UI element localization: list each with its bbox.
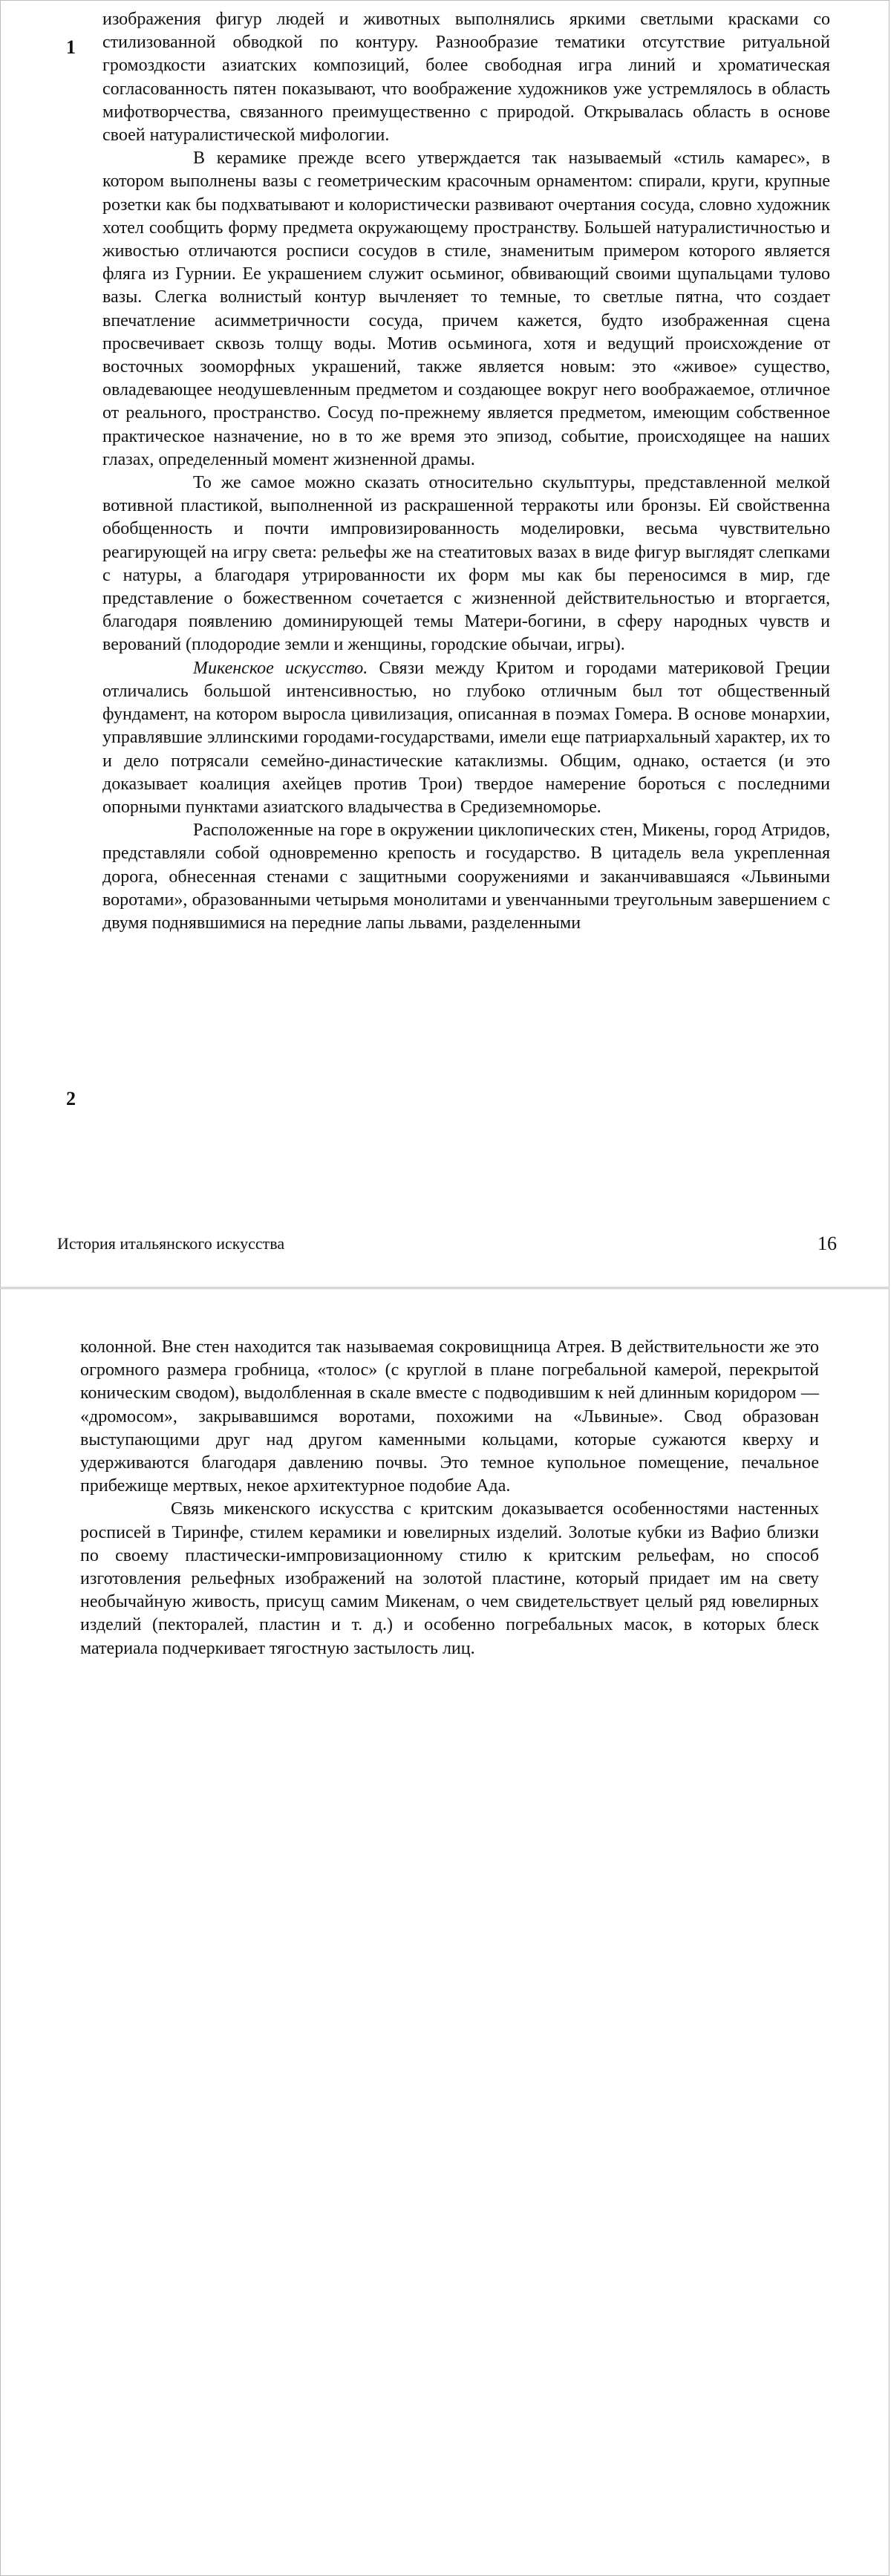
margin-marker-2: 2: [66, 1088, 76, 1109]
margin-marker-1: 1: [66, 36, 76, 58]
paragraph-text: Связи между Критом и городами материковой Греции отличались большой интенсивностью, но глубоко отличным был тот общественный фундамент, на котором выросла цивилизация, описанная в поэмах Гомера. В основе монархии, управлявшие эллинскими городами-государствами, имели еще патриархальный характер, их то и дело потрясали семейно-династические катаклизмы. Общим, однако, остается (и это доказывает коалиция ахейцев против Трои) твердое намерение бороться с последними опорными пунктами азиатского владычества в Средиземноморье.: [102, 658, 830, 817]
page-2-text: [80, 1336, 819, 1660]
document-page-1: [0, 0, 890, 1288]
paragraph: колонной. Вне стен находится так называемая сокровищница Атрея. В действительности же это огромного размера гробница, «толос» (с круглой в плане погребальной камерой, перекрытой коническим сводом), выдолбленная в скале вместе с подводившим к ней длинным коридором — «дромосом», закрывавшимся воротами, похожими на «Львиные». Свод образован выступающими друг над другом каменными кольцами, которые сужаются кверху и удерживаются благодаря давлению почвы. Это темное купольное помещение, печальное прибежище мертвых, некое архитектурное подобие Ада.: [80, 1337, 819, 1496]
page-1-text: [102, 8, 830, 935]
paragraph: В керамике прежде всего утверждается так называемый «стиль камарес», в котором выполнены вазы с геометрическим красочным орнаментом: спирали, круги, крупные розетки как бы подхватывают и колористически развивают очертания сосуда, словно художник хотел сообщить форму предмета окружающему пространству. Большей натуралистичностью и живостью отличаются росписи сосудов в стиле, знаменитым примером которого является фляга из Гурнии. Ее украшением служит осьминог, обвивающий своими щупальцами тулово вазы. Слегка волнистый контур вычленяет то темные, то светлые пятна, что создает впечатление асимметричности сосуда, причем кажется, будто изображенная сцена просвечивает сквозь толщу воды. Мотив осьминога, хотя и ведущий происхождение от восточных зооморфных украшений, также является новым: это «живое» существо, овладевающее неодушевленным предметом и создающее вокруг него воображаемое, отличное от реального, пространство. Сосуд по-прежнему является предметом, имеющим собственное практическое назначение, но в то же время это эпизод, событие, происходящее на наших глазах, определенный момент жизненной драмы.: [102, 149, 830, 469]
page-footer: [57, 1232, 837, 1256]
paragraph: изображения фигур людей и животных выполнялись яркими светлыми красками со стилизованной обводкой по контуру. Разнообразие тематики отсутствие ритуальной громоздкости азиатских композиций, более свободная игра линий и хроматическая согласованность пятен показывают, что воображение художников уже устремлялось в область мифотворчества, связанного преимущественно с природой. Открывалась область в основе своей натуралистической мифологии.: [102, 10, 830, 146]
document-page-2: [0, 1288, 890, 2576]
paragraph-mycenaean-art: [102, 657, 830, 819]
paragraph: То же самое можно сказать относительно скульптуры, представленной мелкой вотивной пластикой, выполненной из раскрашенной терракоты или бронзы. Ей свойственна обобщенность и почти импровизированность моделировки, весьма чувствительно реагирующей на игру света: рельефы же на стеатитовых вазах в виде фигур выглядят слепками с натуры, а благодаря утрированности их форм мы как бы переносимся в мир, где представление о божественном сочетается с жизненной действительностью и вторгается, благодаря появлению доминирующей темы Матери-богини, в сферу народных чувств и верований (плодородие земли и женщины, городские обычаи, игры).: [102, 473, 830, 655]
paragraph: Расположенные на горе в окружении циклопических стен, Микены, город Атридов, представляли собой одновременно крепость и государство. В цитадель вела укрепленная дорога, обнесенная стенами с защитными сооружениями и заканчивавшаяся «Львиными воротами», образованными четырьмя монолитами и увенчанными треугольным завершением с двумя поднявшимися на передние лапы львами, разделенными: [102, 821, 830, 933]
section-heading-mycenaean-art: Микенское искусство.: [193, 658, 368, 678]
footer-book-title: История итальянского искусства: [57, 1234, 285, 1253]
paragraph: Связь микенского искусства с критским доказывается особенностями настенных росписей в Тиринфе, стилем керамики и ювелирных изделий. Золотые кубки из Вафио близки по своему пластически-импровизационному стилю к критским рельефам, но способ изготовления рельефных изображений на золотой пластине, который придает им на свету необычайную живость, присущ самим Микенам, о чем свидетельствует целый ряд ювелирных изделий (пекторалей, пластин и т. д.) и особенно погребальных масок, в которых блеск материала подчеркивает тягостную застылость лиц.: [80, 1499, 819, 1658]
footer-page-number: 16: [817, 1233, 837, 1254]
